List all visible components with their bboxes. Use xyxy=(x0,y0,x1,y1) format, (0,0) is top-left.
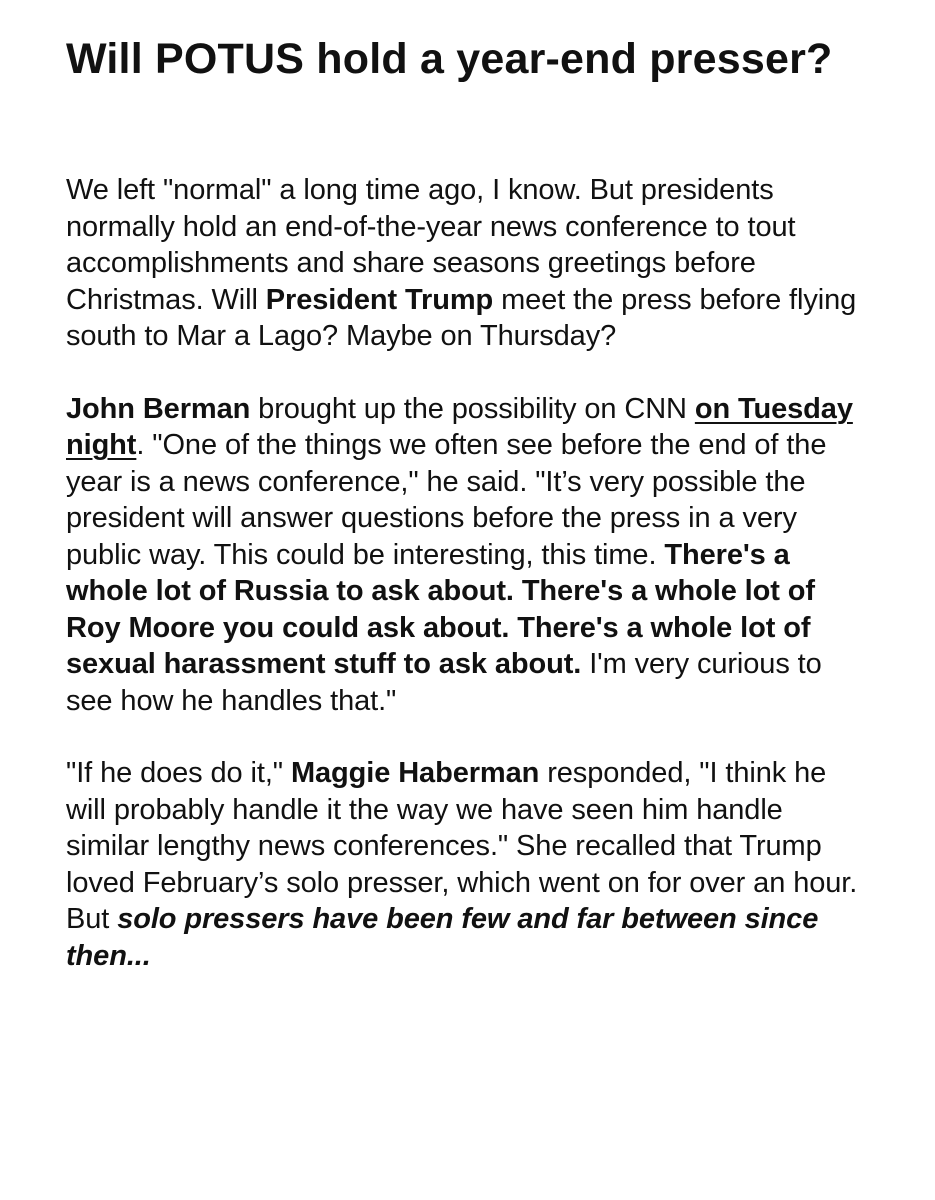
tuesday-night-link[interactable]: on Tuesday night xyxy=(66,392,853,461)
paragraph-text: . "One of the things we often see before the end of the year is a news conference," he said. "It’s very possible the president will answer questions before the press in a very public way. This could be interesting, this time. xyxy=(66,429,827,571)
paragraph-text: "If he does do it," xyxy=(66,757,291,789)
bold-quote: There's a whole lot of Russia to ask about. There's a whole lot of Roy Moore you could ask about. There's a whole lot of sexual harassment stuff to ask about. xyxy=(66,538,815,680)
paragraph-text: I'm very curious to see how he handles that." xyxy=(66,648,822,717)
bold-name-president-trump: President Trump xyxy=(265,283,494,316)
paragraph-intro xyxy=(66,172,866,355)
headline: Will POTUS hold a year-end presser? xyxy=(66,35,833,83)
paragraph-text: meet the press before flying south to Mar a Lago? Maybe on Thursday? xyxy=(66,283,857,352)
paragraph-text: brought up the possibility on CNN xyxy=(250,392,695,425)
bold-name-john-berman: John Berman xyxy=(66,392,251,425)
paragraph-berman xyxy=(66,391,866,720)
article xyxy=(66,0,866,974)
paragraph-text: responded, "I think he will probably handle it the way we have seen him handle similar lengthy news conferences." She recalled that Trump loved February’s solo presser, which went on for over an hour. But xyxy=(66,757,858,935)
bold-name-maggie-haberman: Maggie Haberman xyxy=(290,757,540,789)
paragraph-text: We left "normal" a long time ago, I know. But presidents normally hold an end-of-the-year news conference to tout accomplishments and share seasons greetings before Christmas. Will xyxy=(66,174,796,316)
bold-italic-closing: solo pressers have been few and far between since then... xyxy=(66,903,819,972)
paragraph-haberman xyxy=(66,755,866,974)
